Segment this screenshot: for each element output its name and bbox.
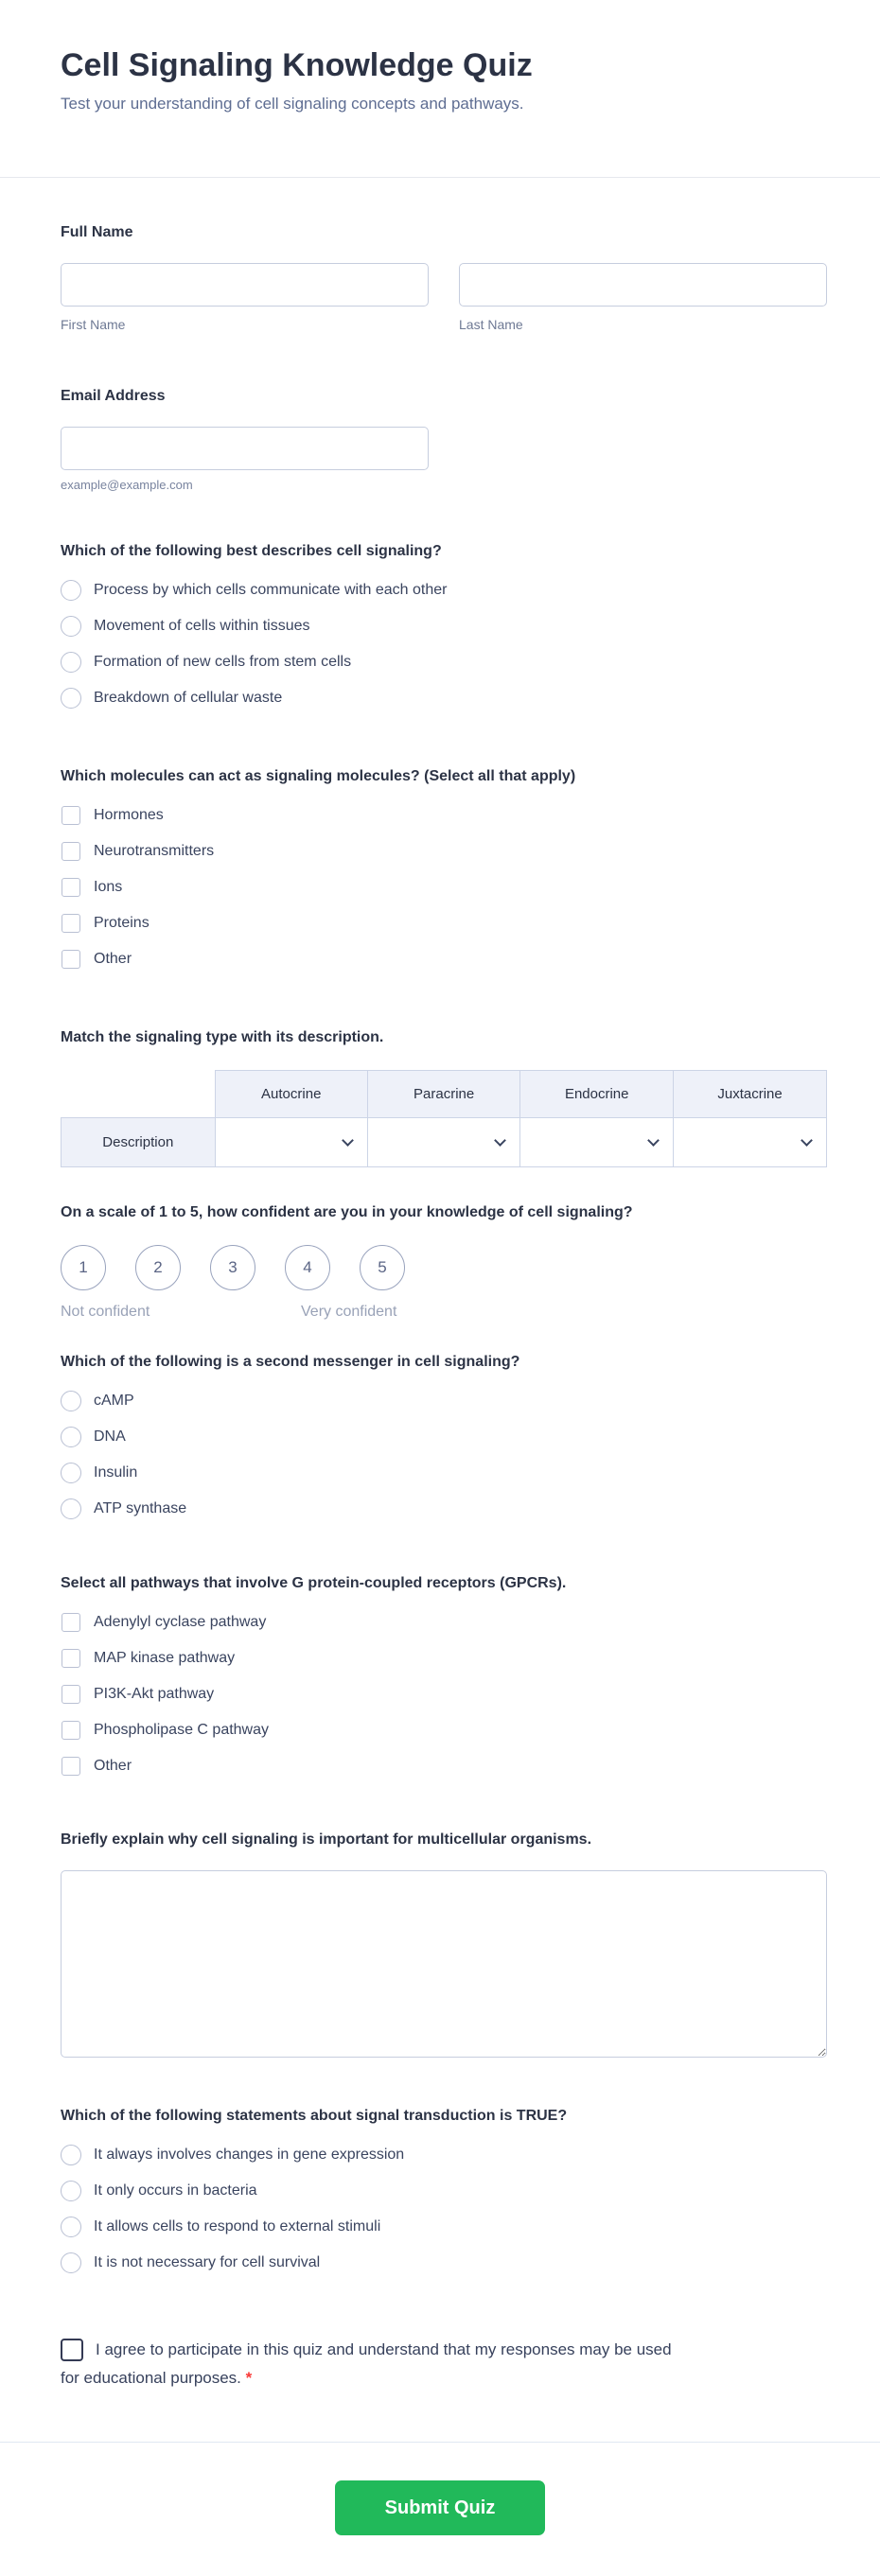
radio-icon[interactable] xyxy=(61,2181,81,2201)
form-subtitle: Test your understanding of cell signaling concepts and pathways. xyxy=(61,95,524,113)
question-cell-signaling xyxy=(61,540,827,709)
question-explain-importance xyxy=(61,1829,827,2062)
chevron-down-icon xyxy=(494,1134,506,1147)
checkbox-option[interactable] xyxy=(61,1720,827,1741)
option-label: Other xyxy=(94,1758,132,1774)
scale-option-5[interactable]: 5 xyxy=(360,1245,405,1290)
radio-option[interactable] xyxy=(61,652,827,673)
question-second-messenger xyxy=(61,1351,827,1519)
matrix-select-autocrine[interactable] xyxy=(216,1118,367,1166)
chevron-down-icon xyxy=(647,1134,660,1147)
matrix-column-header: Endocrine xyxy=(520,1071,674,1118)
checkbox-option[interactable] xyxy=(61,877,827,898)
checkbox-option[interactable] xyxy=(61,1756,827,1777)
matrix-table xyxy=(61,1070,827,1167)
matrix-select-endocrine[interactable] xyxy=(520,1118,673,1166)
last-name-sublabel: Last Name xyxy=(459,317,523,332)
option-label: Hormones xyxy=(94,807,164,823)
option-label: Ions xyxy=(94,879,123,895)
question-confidence-scale xyxy=(61,1201,827,1321)
question-match-signaling-type xyxy=(61,1026,827,1167)
radio-icon[interactable] xyxy=(61,616,81,637)
option-label: Breakdown of cellular waste xyxy=(94,690,283,706)
checkbox-icon[interactable] xyxy=(62,1721,80,1740)
checkbox-icon[interactable] xyxy=(62,1685,80,1704)
scale-option-4[interactable]: 4 xyxy=(285,1245,330,1290)
radio-icon[interactable] xyxy=(61,652,81,673)
option-label: Process by which cells communicate with each other xyxy=(94,582,448,598)
matrix-column-header: Autocrine xyxy=(215,1071,367,1118)
option-label: It only occurs in bacteria xyxy=(94,2182,257,2199)
matrix-cell xyxy=(215,1118,367,1167)
question-gpcr-pathways xyxy=(61,1572,827,1777)
email-input[interactable] xyxy=(61,427,429,470)
explanation-textarea[interactable] xyxy=(61,1870,827,2058)
question-signaling-molecules xyxy=(61,765,827,970)
submit-area xyxy=(0,2443,880,2576)
radio-option[interactable] xyxy=(61,1391,827,1411)
consent-checkbox[interactable] xyxy=(61,2339,83,2361)
radio-icon[interactable] xyxy=(61,1463,81,1483)
checkbox-icon[interactable] xyxy=(62,1757,80,1776)
radio-option[interactable] xyxy=(61,580,827,601)
option-label: It allows cells to respond to external stimuli xyxy=(94,2218,381,2234)
option-label: It always involves changes in gene expression xyxy=(94,2147,405,2163)
scale-left-label: Not confident xyxy=(61,1304,150,1320)
radio-option[interactable] xyxy=(61,2145,827,2165)
scale-option-1[interactable]: 1 xyxy=(61,1245,106,1290)
radio-option[interactable] xyxy=(61,1498,827,1519)
form-header xyxy=(0,0,880,177)
first-name-sublabel: First Name xyxy=(61,317,126,332)
option-label: Movement of cells within tissues xyxy=(94,618,310,634)
consent-field xyxy=(61,2336,680,2392)
option-label: Insulin xyxy=(94,1464,138,1481)
field-full-name xyxy=(61,221,827,333)
checkbox-icon[interactable] xyxy=(62,806,80,825)
radio-option[interactable] xyxy=(61,2252,827,2273)
checkbox-icon[interactable] xyxy=(62,842,80,861)
chevron-down-icon xyxy=(801,1134,813,1147)
question-label: Match the signaling type with its description. xyxy=(61,1029,384,1045)
question-label: On a scale of 1 to 5, how confident are you in your knowledge of cell signaling? xyxy=(61,1204,633,1220)
option-label: It is not necessary for cell survival xyxy=(94,2254,321,2270)
question-label: Select all pathways that involve G protein-coupled receptors (GPCRs). xyxy=(61,1575,567,1591)
checkbox-option[interactable] xyxy=(61,1612,827,1633)
option-label: Adenylyl cyclase pathway xyxy=(94,1614,267,1630)
radio-option[interactable] xyxy=(61,1427,827,1447)
email-sublabel: example@example.com xyxy=(61,478,193,492)
question-label: Briefly explain why cell signaling is important for multicellular organisms. xyxy=(61,1831,592,1848)
checkbox-icon[interactable] xyxy=(62,1613,80,1632)
question-label: Which of the following statements about signal transduction is TRUE? xyxy=(61,2108,568,2124)
radio-option[interactable] xyxy=(61,1463,827,1483)
matrix-cell xyxy=(367,1118,519,1167)
scale-options xyxy=(61,1245,827,1290)
radio-icon[interactable] xyxy=(61,1498,81,1519)
submit-quiz-button[interactable]: Submit Quiz xyxy=(335,2480,545,2535)
checkbox-option[interactable] xyxy=(61,841,827,862)
matrix-column-header: Juxtacrine xyxy=(674,1071,827,1118)
radio-icon[interactable] xyxy=(61,2217,81,2237)
matrix-select-paracrine[interactable] xyxy=(368,1118,519,1166)
radio-icon[interactable] xyxy=(61,1391,81,1411)
checkbox-icon[interactable] xyxy=(62,1649,80,1668)
option-label: Proteins xyxy=(94,915,150,931)
matrix-select-juxtacrine[interactable] xyxy=(674,1118,826,1166)
matrix-cell xyxy=(520,1118,674,1167)
form-title: Cell Signaling Knowledge Quiz xyxy=(61,47,533,83)
checkbox-icon[interactable] xyxy=(62,950,80,969)
radio-option[interactable] xyxy=(61,2181,827,2201)
radio-option[interactable] xyxy=(61,688,827,709)
matrix-row-header: Description xyxy=(62,1118,216,1167)
option-label: PI3K-Akt pathway xyxy=(94,1686,215,1702)
matrix-column-header: Paracrine xyxy=(367,1071,519,1118)
scale-right-label: Very confident xyxy=(301,1304,397,1320)
first-name-input[interactable] xyxy=(61,263,429,307)
option-label: ATP synthase xyxy=(94,1500,187,1516)
consent-label: I agree to participate in this quiz and understand that my responses may be used for educational purposes. xyxy=(61,2340,672,2387)
checkbox-option[interactable] xyxy=(61,1648,827,1669)
radio-icon[interactable] xyxy=(61,1427,81,1447)
question-label: Which of the following best describes cell signaling? xyxy=(61,543,442,559)
header-divider xyxy=(0,177,880,178)
radio-icon[interactable] xyxy=(61,2145,81,2165)
required-asterisk: * xyxy=(245,2369,253,2387)
checkbox-option[interactable] xyxy=(61,805,827,826)
checkbox-option[interactable] xyxy=(61,949,827,970)
radio-icon[interactable] xyxy=(61,2252,81,2273)
scale-option-2[interactable]: 2 xyxy=(135,1245,181,1290)
checkbox-option[interactable] xyxy=(61,913,827,934)
option-label: Other xyxy=(94,951,132,967)
full-name-label: Full Name xyxy=(61,224,133,240)
radio-icon[interactable] xyxy=(61,580,81,601)
field-email xyxy=(61,385,827,493)
option-label: Formation of new cells from stem cells xyxy=(94,654,352,670)
checkbox-option[interactable] xyxy=(61,1684,827,1705)
option-label: MAP kinase pathway xyxy=(94,1650,236,1666)
checkbox-icon[interactable] xyxy=(62,878,80,897)
question-label: Which of the following is a second messenger in cell signaling? xyxy=(61,1354,520,1370)
email-label: Email Address xyxy=(61,388,166,404)
option-label: cAMP xyxy=(94,1393,134,1409)
radio-icon[interactable] xyxy=(61,688,81,709)
scale-option-3[interactable]: 3 xyxy=(210,1245,255,1290)
form-body xyxy=(0,221,880,2392)
option-label: Neurotransmitters xyxy=(94,843,215,859)
last-name-input[interactable] xyxy=(459,263,827,307)
radio-option[interactable] xyxy=(61,2217,827,2237)
option-label: Phospholipase C pathway xyxy=(94,1722,270,1738)
radio-option[interactable] xyxy=(61,616,827,637)
option-label: DNA xyxy=(94,1428,126,1445)
checkbox-icon[interactable] xyxy=(62,914,80,933)
chevron-down-icon xyxy=(342,1134,354,1147)
matrix-cell xyxy=(674,1118,827,1167)
matrix-corner-cell xyxy=(62,1071,216,1118)
question-signal-transduction xyxy=(61,2105,827,2273)
question-label: Which molecules can act as signaling molecules? (Select all that apply) xyxy=(61,768,576,784)
